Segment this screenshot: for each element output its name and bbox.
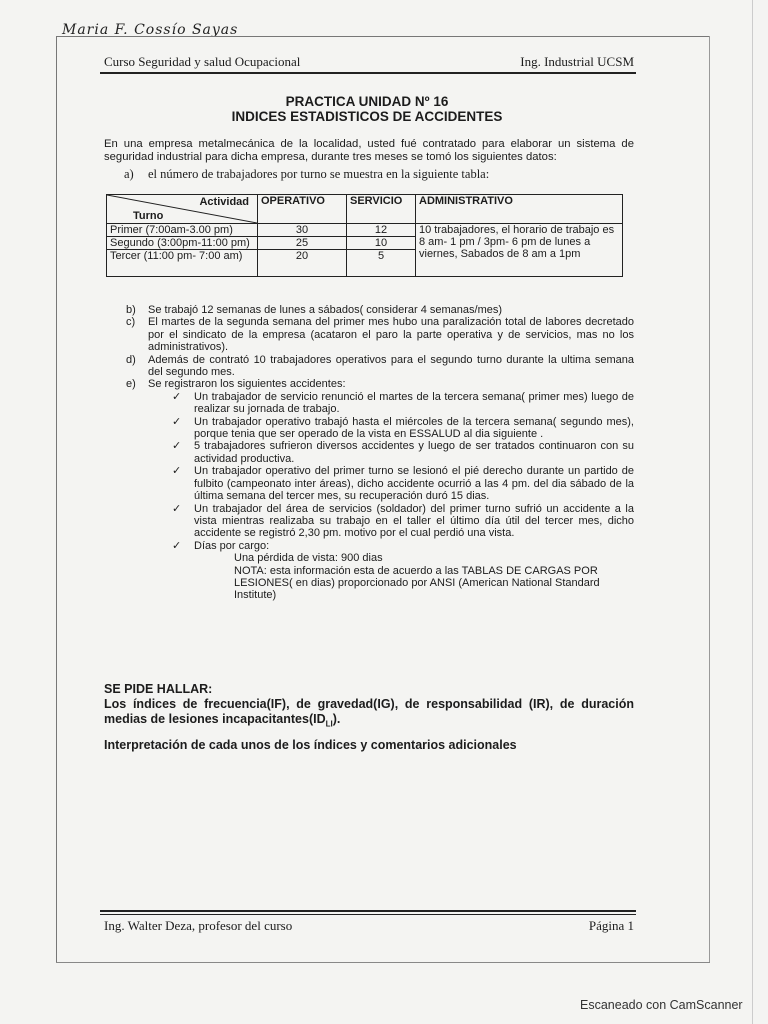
cell-operativo: 25 [258, 237, 347, 250]
checkmark-icon: ✓ [172, 415, 182, 428]
cell-administrativo: 10 trabajadores, el horario de trabajo es 8 am- 1 pm / 3pm- 6 pm de lunes a viernes, Sabados de 8 am a 1pm [416, 224, 623, 277]
footer-page-number: Página 1 [588, 918, 634, 933]
checkmark-icon: ✓ [172, 502, 182, 515]
list-item: c) El martes de la segunda semana del primer mes hubo una paralización total de labores decretado por el sindicato de la empresa (acataron el paro la parte operativa y de servicios, mas no los administrativos). [126, 316, 634, 354]
vision-loss-days: Una pérdida de vista: 900 dias [234, 552, 383, 565]
frame-border-bottom [56, 962, 710, 963]
title-line-1: PRACTICA UNIDAD Nº 16 [285, 94, 449, 109]
list-item: e) Se registraron los siguientes accidentes: [126, 378, 346, 391]
corner-label-activity: Actividad [199, 196, 249, 208]
header-rule [100, 72, 636, 74]
items-list [106, 304, 634, 602]
cell-operativo: 30 [258, 224, 347, 237]
cell-servicio: 5 [347, 250, 416, 277]
footer-rule [100, 910, 636, 912]
page-edge [752, 0, 753, 1024]
checkmark-icon: ✓ [172, 390, 182, 403]
item-a [124, 167, 489, 182]
ansi-note: NOTA: esta información esta de acuerdo a las TABLAS DE CARGAS POR LESIONES( en dias) proporcionado por ANSI (American National Standard Institute) [234, 564, 600, 602]
accident-item: ✓ Un trabajador de servicio renunció el martes de la tercera semana( primer mes) luego de realizar su jornada de trabajo. [172, 390, 634, 416]
checkmark-icon: ✓ [172, 465, 182, 478]
table-header-row [107, 195, 623, 224]
page-footer [104, 918, 634, 934]
scanner-watermark: Escaneado con CamScanner [580, 998, 743, 1012]
cell-servicio: 12 [347, 224, 416, 237]
col-header-operativo: OPERATIVO [258, 195, 347, 224]
cell-shift: Primer (7:00am-3.00 pm) [107, 224, 258, 237]
col-header-servicio: SERVICIO [347, 195, 416, 224]
frame-border-right [709, 36, 710, 963]
document-title [104, 94, 630, 124]
dias-por-cargo [194, 552, 634, 602]
cell-shift: Segundo (3:00pm-11:00 pm) [107, 237, 258, 250]
item-a-label: a) [124, 167, 134, 181]
page-header [104, 54, 634, 70]
footer-rule-thin [100, 914, 636, 915]
se-pide-heading: SE PIDE HALLAR: [104, 682, 213, 696]
se-pide-interpretation: Interpretación de cada unos de los índices y comentarios adicionales [104, 737, 517, 752]
se-pide-section [104, 682, 634, 753]
item-a-text: el número de trabajadores por turno se muestra en la siguiente tabla: [148, 167, 490, 181]
handwritten-name: Maria F. Cossío Sayas [62, 22, 239, 38]
accident-item: ✓ Un trabajador del área de servicios (soldador) del primer turno sufrió un accidente a la vista mientras realizaba su trabajo en el taller el último día útil del tercer mes, dicho accidente se registró 2,30 pm. motivo por el cual perdió una vista. [172, 502, 634, 540]
footer-professor: Ing. Walter Deza, profesor del curso [104, 918, 293, 933]
accident-item: ✓ 5 trabajadores sufrieron diversos accidentes y luego de ser tratados continuaron con su actividad productiva. [172, 440, 634, 465]
checkmark-icon: ✓ [172, 440, 182, 453]
se-pide-indices: Los índices de frecuencia(IF), de gravedad(IG), de responsabilidad (IR), de duración medias de lesiones $incapacitantes(ID_{LI})$. [104, 697, 634, 729]
frame-border-left [56, 36, 57, 963]
workers-table [106, 194, 623, 277]
table-row [107, 224, 623, 237]
list-item: b) Se trabajó 12 semanas de lunes a sábados( considerar 4 semanas/mes) [126, 304, 503, 316]
title-line-2: INDICES ESTADISTICOS DE ACCIDENTES [231, 109, 503, 124]
frame-border-top [56, 36, 710, 37]
col-header-administrativo: ADMINISTRATIVO [416, 195, 623, 224]
corner-label-shift: Turno [133, 210, 164, 222]
list-item: d) Además de contrató 10 trabajadores operativos para el segundo turno durante la ultima semana del segundo mes. [126, 353, 634, 379]
accident-item: ✓ Días por cargo: [172, 539, 270, 552]
header-course: Curso Seguridad y salud Ocupacional [104, 54, 301, 69]
cell-shift: Tercer (11:00 pm- 7:00 am) [107, 250, 258, 277]
cell-servicio: 10 [347, 237, 416, 250]
cell-operativo: 20 [258, 250, 347, 277]
checkmark-icon: ✓ [172, 539, 182, 552]
intro-paragraph: En una empresa metalmecánica de la localidad, usted fué contratado para elaborar un sistema de seguridad industrial para dicha empresa, durante tres meses se tomó los siguientes datos: [104, 138, 634, 163]
header-program: Ing. Industrial UCSM [520, 54, 634, 69]
table-corner-cell [107, 195, 258, 224]
accident-item: ✓ Un trabajador operativo del primer turno se lesionó el pié derecho durante un partido de fulbito (campeonato inter áreas), dicho accidente ocurrió a las 4 pm. del dia sábado de la última semana del tercer mes, su recuperación duró 15 dias. [172, 465, 634, 503]
accident-item: ✓ Un trabajador operativo trabajó hasta el miércoles de la tercera semana( segundo mes), porque tenia que ser operado de la vista en ESSALUD al dia siguiente . [172, 415, 634, 441]
